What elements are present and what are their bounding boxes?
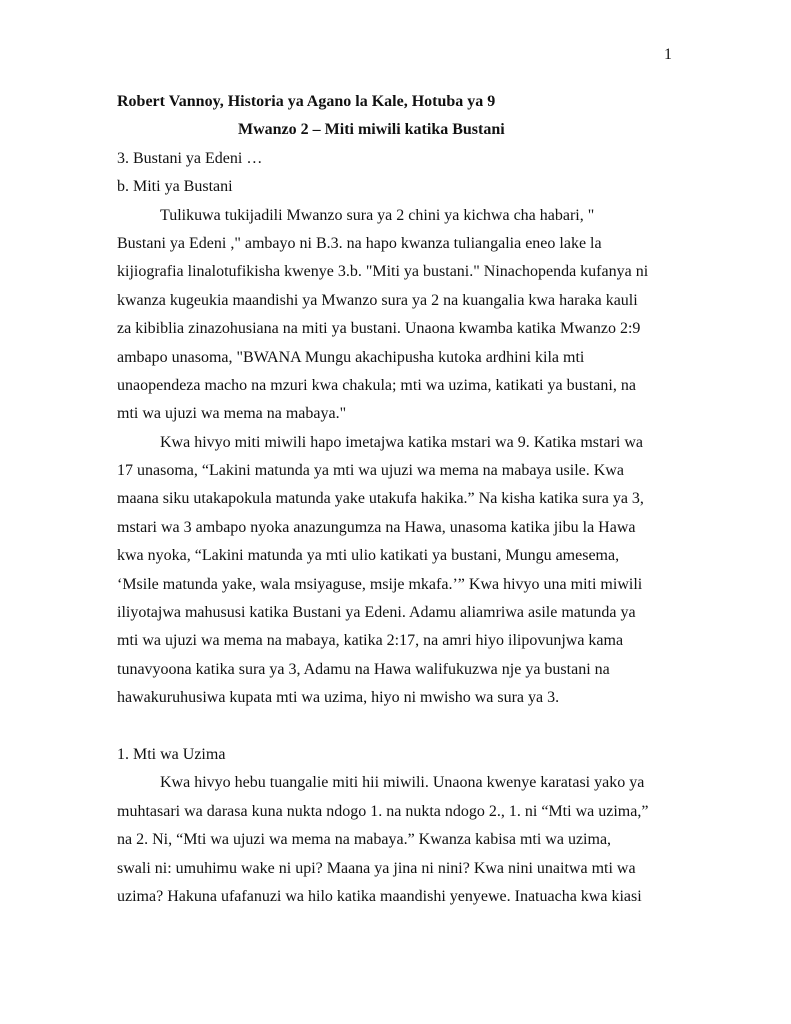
paragraph-line: mti wa ujuzi wa mema na mabaya, katika 2:17, na amri hiyo ilipovunjwa kama	[117, 632, 624, 650]
paragraph-line: unaopendeza macho na mzuri kwa chakula; mti wa uzima, katikati ya bustani, na	[117, 376, 636, 394]
paragraph-2	[117, 429, 677, 713]
paragraph-line: swali ni: umuhimu wake ni upi? Maana ya jina ni nini? Kwa nini unaitwa mti wa	[117, 859, 636, 877]
paragraph-line: ambapo unasoma, "BWANA Mungu akachipusha kutoka ardhini kila mti	[117, 348, 585, 366]
paragraph-line: za kibiblia zinazohusiana na miti ya bustani. Unaona kwamba katika Mwanzo 2:9	[117, 320, 641, 338]
document-subtitle: Mwanzo 2 – Miti miwili katika Bustani	[238, 121, 505, 139]
paragraph-line: kijiografia linalotufikisha kwenye 3.b. "Miti ya bustani." Ninachopenda kufanya ni	[117, 263, 649, 281]
subsection-heading: b. Miti ya Bustani	[117, 178, 233, 196]
paragraph-spacer	[117, 713, 677, 741]
paragraph-line: 17 unasoma, “Lakini matunda ya mti wa ujuzi wa mema na mabaya usile. Kwa	[117, 462, 624, 480]
paragraph-line: tunavyoona katika sura ya 3, Adamu na Hawa walifukuzwa nje ya bustani na	[117, 660, 610, 678]
paragraph-line: mstari wa 3 ambapo nyoka anazungumza na Hawa, unasoma katika jibu la Hawa	[117, 518, 636, 536]
paragraph-line: uzima? Hakuna ufafanuzi wa hilo katika maandishi yenyewe. Inatuacha kwa kiasi	[117, 887, 642, 905]
paragraph-line: Kwa hivyo miti miwili hapo imetajwa katika mstari wa 9. Katika mstari wa	[160, 433, 643, 451]
document-title: Robert Vannoy, Historia ya Agano la Kale, Hotuba ya 9	[117, 93, 496, 110]
paragraph-3	[117, 769, 677, 911]
paragraph-line: iliyotajwa mahususi katika Bustani ya Edeni. Adamu aliamriwa asile matunda ya	[117, 604, 636, 622]
paragraph-line: mti wa ujuzi wa mema na mabaya."	[117, 405, 347, 423]
paragraph-line: Bustani ya Edeni ," ambayo ni B.3. na hapo kwanza tuliangalia eneo lake la	[117, 234, 602, 252]
paragraph-line: na 2. Ni, “Mti wa ujuzi wa mema na mabaya.” Kwanza kabisa mti wa uzima,	[117, 831, 612, 849]
paragraph-line: Kwa hivyo hebu tuangalie miti hii miwili. Unaona kwenye karatasi yako ya	[160, 774, 645, 792]
paragraph-line: hawakuruhusiwa kupata mti wa uzima, hiyo ni mwisho wa sura ya 3.	[117, 689, 560, 707]
paragraph-line: kwanza kugeukia maandishi ya Mwanzo sura ya 2 na kuangalia kwa haraka kauli	[117, 291, 638, 309]
paragraph-line: ‘Msile matunda yake, wala msiyaguse, msije mkafa.’” Kwa hivyo una miti miwili	[117, 575, 643, 593]
paragraph-line: Tulikuwa tukijadili Mwanzo sura ya 2 chini ya kichwa cha habari, "	[160, 206, 595, 224]
paragraph-1	[117, 202, 677, 429]
paragraph-line: muhtasari wa darasa kuna nukta ndogo 1. na nukta ndogo 2., 1. ni “Mti wa uzima,”	[117, 802, 649, 820]
paragraph-line: maana siku utakapokula matunda yake utakufa hakika.” Na kisha katika sura ya 3,	[117, 490, 644, 508]
section-heading: 3. Bustani ya Edeni …	[117, 149, 263, 167]
page-number: 1	[664, 46, 672, 63]
paragraph-line: kwa nyoka, “Lakini matunda ya mti ulio katikati ya bustani, Mungu amesema,	[117, 547, 620, 565]
subheading-tree-of-life: 1. Mti wa Uzima	[117, 745, 226, 763]
document-body	[117, 88, 677, 911]
